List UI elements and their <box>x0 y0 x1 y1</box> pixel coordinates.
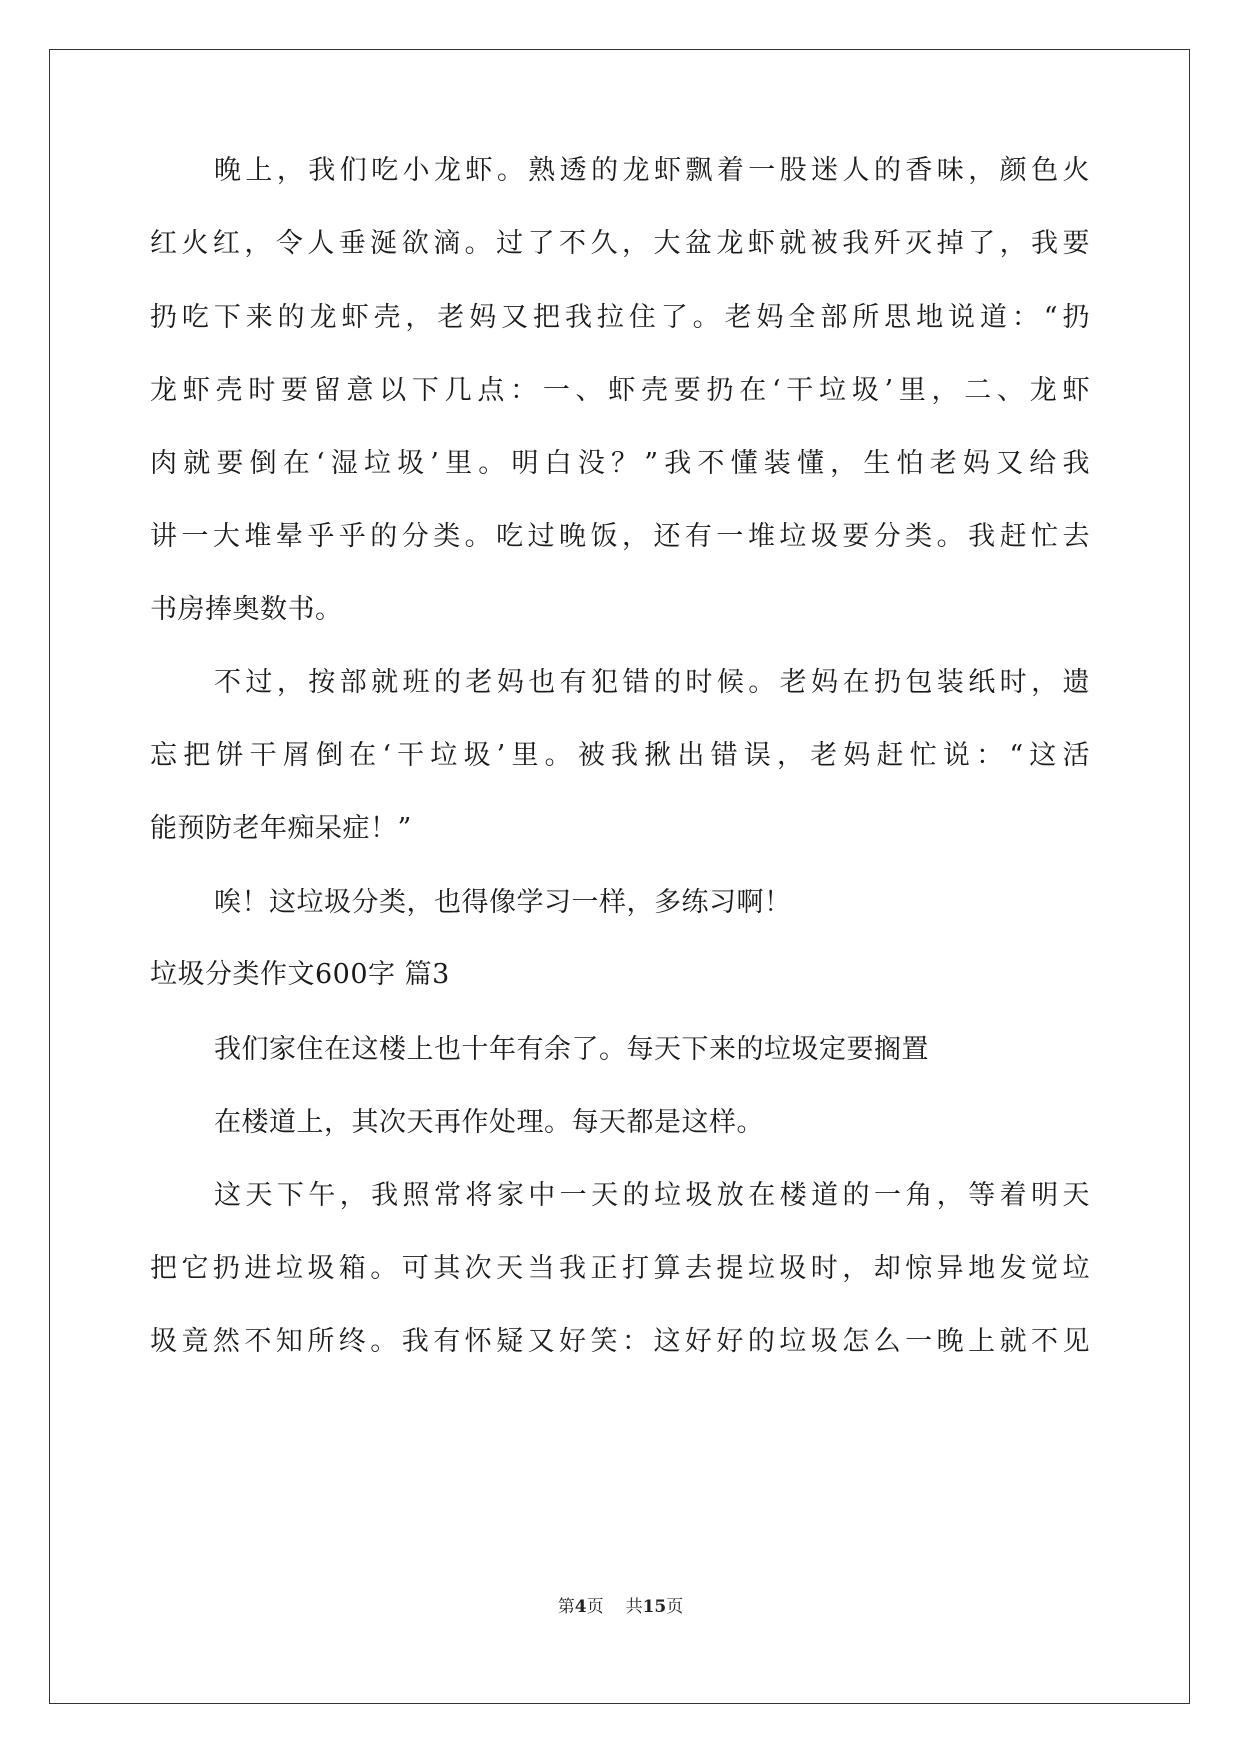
footer-prefix: 第 <box>557 1597 575 1617</box>
paragraph-line: 在楼道上，其次天再作处理。每天都是这样。 <box>214 1107 764 1138</box>
paragraph-line: 不过，按部就班的老妈也有犯错的时候。老妈在扔包装纸时，遗 <box>214 667 1090 698</box>
paragraph-line: 这天下午，我照常将家中一天的垃圾放在楼道的一角，等着明天 <box>214 1180 1090 1211</box>
page-number-footer <box>0 1596 1241 1618</box>
paragraph-line: 把它扔进垃圾箱。可其次天当我正打算去提垃圾时，却惊异地发觉垃 <box>150 1253 1090 1284</box>
paragraph-line: 书房捧奥数书。 <box>150 594 343 625</box>
paragraph-line: 唉！这垃圾分类，也得像学习一样，多练习啊！ <box>214 887 792 918</box>
paragraph-line: 我们家住在这楼上也十年有余了。每天下来的垃圾定要搁置 <box>214 1034 929 1065</box>
section-heading: 垃圾分类作文600字 篇3 <box>150 959 450 990</box>
footer-total-suffix: 页 <box>666 1597 684 1617</box>
total-page-count: 15 <box>642 1597 667 1617</box>
paragraph-line: 忘把饼干屑倒在‘干垃圾’里。被我揪出错误，老妈赶忙说：“这活 <box>150 740 1090 771</box>
paragraph-line: 肉就要倒在‘湿垃圾’里。明白没？”我不懂装懂，生怕老妈又给我 <box>150 448 1090 479</box>
paragraph-line: 圾竟然不知所终。我有怀疑又好笑：这好好的垃圾怎么一晚上就不见 <box>150 1326 1090 1357</box>
page-border <box>49 49 1190 1704</box>
paragraph-line: 红火红，令人垂涎欲滴。过了不久，大盆龙虾就被我歼灭掉了，我要 <box>150 228 1090 259</box>
current-page-number: 4 <box>574 1597 587 1617</box>
paragraph-line: 晚上，我们吃小龙虾。熟透的龙虾飘着一股迷人的香味，颜色火 <box>214 155 1090 186</box>
footer-total-prefix: 共 <box>625 1597 643 1617</box>
paragraph-line: 能预防老年痴呆症！” <box>150 813 412 844</box>
paragraph-line: 讲一大堆晕乎乎的分类。吃过晚饭，还有一堆垃圾要分类。我赶忙去 <box>150 521 1090 552</box>
footer-page-suffix: 页 <box>586 1597 604 1617</box>
paragraph-line: 扔吃下来的龙虾壳，老妈又把我拉住了。老妈全部所思地说道：“扔 <box>150 302 1090 333</box>
paragraph-line: 龙虾壳时要留意以下几点：一、虾壳要扔在‘干垃圾’里，二、龙虾 <box>150 375 1090 406</box>
